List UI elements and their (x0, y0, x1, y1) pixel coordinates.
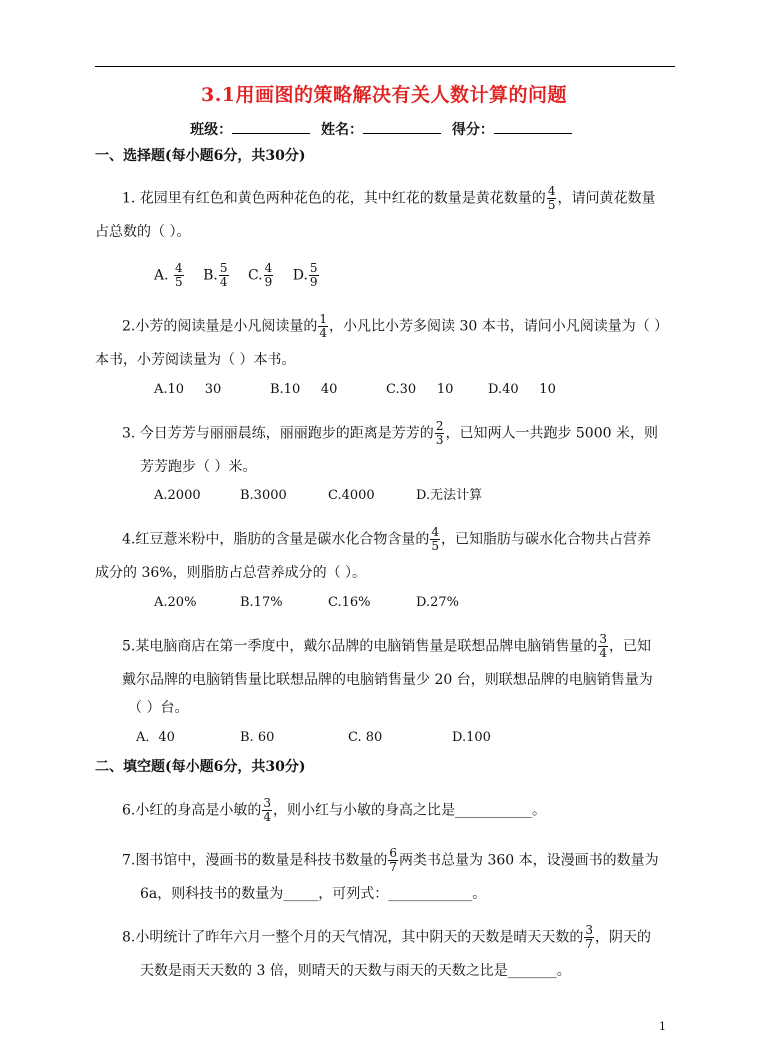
q3-text: 3. 今日芳芳与丽丽晨练，丽丽跑步的距离是芳芳的 (122, 425, 434, 442)
question-8 (122, 924, 651, 951)
q1-option-a[interactable]: A. $\frac{4}{5}$ (154, 261, 183, 289)
question-7 (122, 847, 659, 874)
q5-text: 5.某电脑商店在第一季度中，戴尔品牌的电脑销售量是联想品牌电脑销售量的 (122, 638, 598, 655)
q2-option-d[interactable]: D.40 10 (488, 382, 556, 397)
question-3 (122, 420, 658, 447)
q7-fraction: $\frac{6}{7}$ (389, 846, 397, 874)
q3-option-a[interactable]: A.2000 (154, 488, 201, 503)
section-heading-choice: 一、选择题(每小题6分，共30分) (95, 148, 306, 164)
question-2 (122, 313, 668, 340)
q4-text-end: ，已知脂肪与碳水化合物共占营养 (441, 531, 651, 548)
page-number: 1 (659, 1020, 666, 1033)
q5-option-c[interactable]: C. 80 (348, 730, 383, 745)
question-8-line2[interactable]: 天数是雨天天数的 3 倍，则晴天的天数与雨天的天数之比是_______。 (140, 963, 571, 979)
q7-text: 7.图书馆中，漫画书的数量是科技书数量的 (122, 852, 388, 869)
question-5-options (136, 728, 491, 748)
question-5 (122, 633, 651, 660)
q4-option-b[interactable]: B.17% (240, 595, 283, 610)
q8-text: 8.小明统计了昨年六月一整个月的天气情况，其中阴天的天数是晴天天数的 (122, 929, 584, 946)
question-6 (122, 797, 546, 824)
q2-text-end: ，小凡比小芳多阅读 30 本书，请问小凡阅读量为（ ） (329, 318, 669, 335)
q2-text: 2.小芳的阅读量是小凡阅读量的 (122, 318, 318, 335)
question-3-options (154, 486, 482, 506)
q1-option-d[interactable]: D. $\frac{5}{9}$ (292, 261, 318, 289)
question-4-line2: 成分的 36%，则脂肪占总营养成分的（ ）。 (95, 565, 367, 581)
section-heading-fill: 二、填空题(每小题6分，共30分) (95, 759, 306, 775)
question-4 (122, 526, 651, 553)
q1-option-c[interactable]: C. $\frac{4}{9}$ (247, 261, 273, 289)
q6-text: 6.小红的身高是小敏的 (122, 802, 262, 819)
q3-option-b[interactable]: B.3000 (240, 488, 287, 503)
q6-fraction: $\frac{3}{4}$ (263, 796, 271, 824)
question-2-options (154, 380, 556, 400)
question-4-options (154, 593, 459, 613)
q5-option-a[interactable]: A．40 (136, 730, 175, 745)
q4-option-a[interactable]: A.20% (154, 595, 197, 610)
q5-option-d[interactable]: D.100 (452, 730, 491, 745)
q4-option-d[interactable]: D.27% (416, 595, 459, 610)
student-info-row (0, 119, 768, 139)
q5-text-end: ，已知 (609, 638, 651, 655)
name-label: 姓名： (321, 122, 363, 138)
page-title: 3.1用画图的策略解决有关人数计算的问题 (200, 84, 568, 106)
q3-text-end: ，已知两人一共跑步 5000 米，则 (445, 425, 658, 442)
question-7-line2[interactable]: 6a，则科技书的数量为_____，可列式：____________。 (140, 886, 487, 902)
q3-option-d[interactable]: D.无法计算 (416, 488, 483, 503)
score-blank[interactable] (494, 121, 572, 134)
q2-option-b[interactable]: B.10 40 (270, 382, 338, 397)
question-2-line2: 本书，小芳阅读量为（ ）本书。 (95, 352, 296, 368)
question-1 (122, 185, 655, 212)
question-1-options (154, 262, 334, 289)
q3-option-c[interactable]: C.4000 (328, 488, 375, 503)
q4-fraction: $\frac{4}{5}$ (431, 525, 439, 553)
q5-fraction: $\frac{3}{4}$ (599, 632, 607, 660)
q1-text-end: ，请问黄花数量 (557, 190, 656, 207)
q2-option-a[interactable]: A.10 30 (154, 382, 222, 397)
q4-option-c[interactable]: C.16% (328, 595, 371, 610)
q2-fraction: $\frac{1}{4}$ (319, 312, 327, 340)
q1-fraction: $\frac{4}{5}$ (547, 184, 556, 212)
q1-text: 1. 花园里有红色和黄色两种花色的花，其中红花的数量是黄花数量的 (122, 190, 546, 207)
name-blank[interactable] (363, 121, 441, 134)
q6-text-end[interactable]: ，则小红与小敏的身高之比是___________。 (273, 802, 546, 819)
question-5-line3: （ ）台。 (128, 700, 189, 716)
q3-fraction: $\frac{2}{3}$ (435, 419, 444, 447)
class-blank[interactable] (232, 121, 310, 134)
q8-fraction: $\frac{3}{7}$ (585, 923, 593, 951)
q5-option-b[interactable]: B. 60 (240, 730, 275, 745)
q8-text-end: ，阴天的 (595, 929, 651, 946)
class-label: 班级： (190, 122, 233, 138)
question-3-line2: 芳芳跑步（ ）米。 (140, 459, 257, 475)
question-5-line2: 戴尔品牌的电脑销售量比联想品牌的电脑销售量少 20 台，则联想品牌的电脑销售量为 (122, 672, 653, 688)
q1-option-b[interactable]: B. $\frac{5}{4}$ (203, 261, 228, 289)
q4-text: 4.红豆薏米粉中，脂肪的含量是碳水化合物含量的 (122, 531, 430, 548)
q2-option-c[interactable]: C.30 10 (386, 382, 454, 397)
question-1-line2: 占总数的（ ）。 (95, 224, 191, 240)
q7-text-end: 两类书总量为 360 本，设漫画书的数量为 (399, 852, 659, 869)
score-label: 得分： (451, 122, 494, 138)
header-rule (95, 66, 675, 67)
